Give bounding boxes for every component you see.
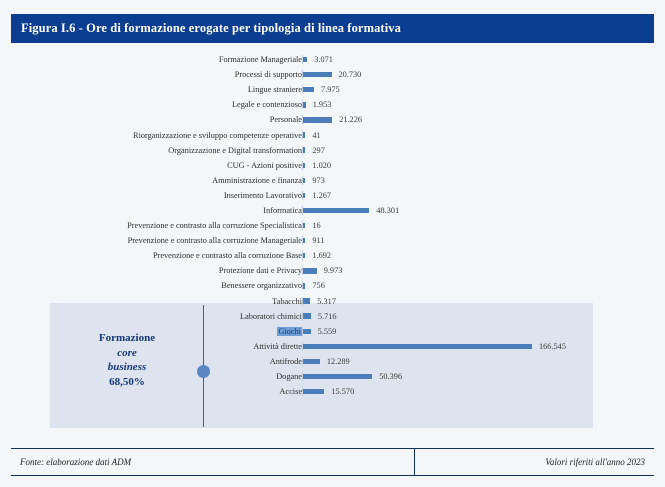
- bar: [303, 344, 532, 349]
- bar-row: [0, 248, 665, 263]
- bar: [303, 298, 310, 303]
- bar-and-value: [303, 248, 331, 263]
- figure-title: Figura I.6 - Ore di formazione erogate per tipologia di linea formativa: [21, 21, 401, 35]
- core-callout-percentage: 68,50%: [109, 375, 145, 388]
- bar: [303, 313, 311, 318]
- figure-footer: [11, 448, 654, 476]
- bar-category-label: Formazione Manageriale: [218, 55, 302, 65]
- bar: [303, 178, 305, 183]
- bar-category-label: Protezione dati e Privacy: [218, 266, 302, 276]
- bar-row: [0, 127, 665, 142]
- bar: [303, 132, 305, 137]
- bar-category-label: Tabacchi: [272, 296, 302, 306]
- bar: [303, 208, 369, 213]
- bar-category-label: Informatica: [263, 205, 302, 215]
- bar-category-label: Antifrode: [269, 356, 302, 366]
- bar-and-value: [303, 173, 325, 188]
- bar-and-value: [303, 309, 337, 324]
- bar-value-label: 15.570: [331, 387, 355, 397]
- bar-and-value: [303, 278, 325, 293]
- bar-and-value: [303, 294, 336, 309]
- highlighted-category-text: Giochi: [278, 326, 301, 336]
- bar-and-value: [303, 233, 325, 248]
- bar-and-value: [303, 324, 336, 339]
- bar-row: [0, 82, 665, 97]
- bar: [303, 374, 372, 379]
- bar: [303, 329, 311, 334]
- bar: [303, 147, 305, 152]
- bar-row: [0, 97, 665, 112]
- bar-value-label: 5.559: [317, 326, 337, 336]
- bar-value-label: 5.716: [317, 311, 337, 321]
- bar-row: [0, 263, 665, 278]
- bar-and-value: [303, 218, 321, 233]
- bar-category-label: Prevenzione e contrasto alla corruzione Manageriale: [127, 236, 302, 246]
- bar-row: [0, 218, 665, 233]
- footer-note: Valori riferiti all'anno 2023: [545, 457, 645, 467]
- bar-value-label: 1.953: [312, 100, 332, 110]
- chart-plot-area: [0, 52, 665, 437]
- bar: [303, 102, 306, 107]
- bar: [303, 193, 305, 198]
- bar-row: [0, 203, 665, 218]
- core-callout-line-2: core: [117, 346, 137, 359]
- bar-category-label: Personale: [269, 115, 302, 125]
- bar: [303, 238, 305, 243]
- bar-row: [0, 188, 665, 203]
- bar: [303, 57, 307, 62]
- bar-value-label: 1.692: [312, 251, 332, 261]
- bar-category-label: Riorganizzazione e sviluppo competenze operative: [133, 130, 302, 140]
- bar-row: [0, 173, 665, 188]
- bar: [303, 359, 320, 364]
- bar-row: [0, 67, 665, 82]
- bar: [303, 87, 314, 92]
- bar-value-label: 20.730: [338, 70, 362, 80]
- bar-value-label: 297: [312, 145, 325, 155]
- bar-value-label: 5.317: [317, 296, 336, 306]
- bar-category-label: Inserimento Lavorativo: [223, 190, 302, 200]
- bar-and-value: [303, 203, 399, 218]
- footer-source: Fonte: elaborazione dati ADM: [20, 457, 132, 467]
- bar-and-value: [303, 369, 402, 384]
- bar-category-label: Processi di supporto: [234, 70, 302, 80]
- bar-value-label: 3.071: [314, 55, 333, 65]
- bar-and-value: [303, 82, 340, 97]
- bar-and-value: [303, 158, 331, 173]
- bar-and-value: [303, 354, 350, 369]
- bar-value-label: 1.020: [312, 160, 332, 170]
- bar-row: [0, 143, 665, 158]
- bar-value-label: 12.289: [326, 356, 350, 366]
- bar-value-label: 16: [312, 221, 321, 231]
- bar-value-label: 911: [312, 236, 325, 246]
- bar-category-label: Attività dirette: [253, 341, 302, 351]
- bar-value-label: 41: [312, 130, 321, 140]
- bar-and-value: [303, 188, 331, 203]
- bar-and-value: [303, 52, 333, 67]
- bar: [303, 389, 324, 394]
- bar: [303, 253, 305, 258]
- bar-category-label: Amministrazione e finanza: [212, 175, 302, 185]
- bar-category-label: Prevenzione e contrasto alla corruzione Base: [152, 251, 302, 261]
- bar-and-value: [303, 112, 362, 127]
- core-callout-line-1: Formazione: [98, 332, 156, 344]
- bar-value-label: 48.301: [376, 205, 400, 215]
- bar-row: [0, 354, 665, 369]
- bar-category-label: [277, 327, 302, 336]
- bar-category-label: CUG - Azioni positive: [227, 160, 302, 170]
- bar-row: [0, 339, 665, 354]
- bar-category-label: Organizzazione e Digital transformation: [168, 145, 302, 155]
- core-callout-line-3: business: [107, 361, 147, 374]
- bar-category-label: Legale e contenzioso: [231, 100, 302, 110]
- bar-and-value: [303, 97, 331, 112]
- bar-category-label: Benessere organizzativo: [221, 281, 302, 291]
- bar-rows: [0, 52, 665, 399]
- bar-category-label: Laboratori chimici: [240, 311, 302, 321]
- bar-row: [0, 384, 665, 399]
- bar-row: [0, 158, 665, 173]
- bar-value-label: 756: [312, 281, 325, 291]
- bar-and-value: [303, 143, 325, 158]
- bar-and-value: [303, 339, 566, 354]
- bar-and-value: [303, 263, 342, 278]
- bar: [303, 283, 305, 288]
- bar-value-label: 7.975: [320, 85, 340, 95]
- bar-row: [0, 278, 665, 293]
- bar-value-label: 973: [312, 175, 325, 185]
- bar: [303, 163, 305, 168]
- bar: [303, 223, 305, 228]
- bar-row: [0, 52, 665, 67]
- bar-value-label: 21.226: [339, 115, 363, 125]
- bar-value-label: 1.267: [312, 190, 332, 200]
- bar: [303, 72, 332, 77]
- bar-value-label: 9.973: [323, 266, 343, 276]
- bar-category-label: Lingue straniere: [247, 85, 302, 95]
- bar-row: [0, 369, 665, 384]
- bar-value-label: 166.545: [539, 341, 566, 351]
- bar-row: [0, 324, 665, 339]
- bar: [303, 117, 332, 122]
- bar-category-label: Prevenzione e contrasto alla corruzione Specialistica: [127, 221, 302, 231]
- bar-and-value: [303, 384, 354, 399]
- figure-title-bar: [11, 14, 654, 43]
- bar-category-label: Dogane: [276, 372, 302, 382]
- bar-value-label: 50.396: [379, 372, 403, 382]
- bar-row: [0, 294, 665, 309]
- bar-row: [0, 112, 665, 127]
- bar-category-label: Accise: [279, 387, 302, 397]
- bar-and-value: [303, 67, 361, 82]
- bar: [303, 268, 317, 273]
- bar-row: [0, 233, 665, 248]
- bar-row: [0, 309, 665, 324]
- bar-and-value: [303, 127, 321, 142]
